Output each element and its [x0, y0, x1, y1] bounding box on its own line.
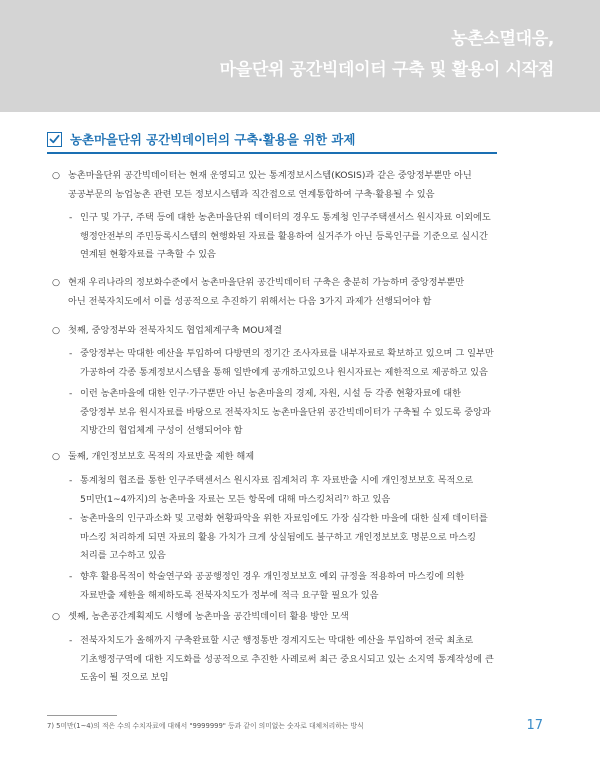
item-line: 향후 활용목적이 학술연구와 공공행정인 경우 개인정보보호 예외 규정을 적용하여 마스킹에 의한 [80, 571, 465, 582]
footnote: 7) 5미만(1~4)의 적은 수의 수치자료에 대해서 "9999999" 등과 같이 의미없는 숫자로 대체처리하는 방식 [47, 722, 364, 730]
list-item [69, 568, 500, 605]
item-line: 통계청의 협조를 통한 인구주택센서스 원시자료 집계처리 후 자료반출 시에 개인정보보호 목적으로 [80, 475, 474, 486]
dash-bullet-icon: - [69, 635, 73, 646]
list-item [52, 608, 500, 627]
list-item [69, 385, 500, 441]
item-line: 가공하여 각종 통계정보시스템을 통해 일반에게 공개하고있으나 원시자료는 제한적으로 제공하고 있음 [80, 366, 488, 378]
circle-bullet-icon: ○ [52, 611, 61, 622]
dash-bullet-icon: - [69, 388, 73, 399]
circle-bullet-icon: ○ [52, 451, 61, 462]
list-item [69, 472, 500, 509]
item-line: 기초행정구역에 대한 지도화를 성공적으로 추진한 사례로써 최근 중요시되고 있는 소지역 통계작성에 큰 [80, 653, 494, 665]
dash-bullet-icon: - [69, 513, 73, 524]
header-band [0, 0, 600, 112]
item-line: 연계된 현황자료를 구축할 수 있음 [80, 249, 216, 260]
item-line: 처리를 고수하고 있음 [80, 550, 166, 561]
list-item [52, 448, 500, 467]
item-line: 둘째, 개인정보보호 목적의 자료반출 제한 해제 [68, 451, 255, 462]
list-item [52, 322, 500, 341]
item-line: 중앙정부는 막대한 예산을 투입하여 다방면의 정기간 조사자료를 내부자료로 확보하고 있으며 그 일부만 [80, 348, 494, 359]
list-item [69, 209, 500, 265]
dash-bullet-icon: - [69, 571, 73, 582]
item-line: 지방간의 협업체계 구성이 선행되어야 함 [80, 425, 243, 436]
section-divider [47, 152, 497, 154]
item-line: 행정안전부의 주민등록시스템의 현행화된 자료를 활용하여 실거주가 아닌 등록인구를 기준으로 실시간 [80, 230, 488, 242]
section-title: 농촌마을단위 공간빅데이터의 구축·활용을 위한 과제 [70, 132, 356, 147]
item-line: 자료반출 제한을 해제하도록 전북자치도가 정부에 적극 요구할 필요가 있음 [80, 589, 379, 601]
item-line: 전북자치도가 올해까지 구축완료할 시군 행정통반 경계지도는 막대한 예산을 투입하여 전국 최초로 [80, 635, 474, 646]
item-line: 이런 농촌마을에 대한 인구·가구뿐만 아닌 농촌마을의 경제, 자원, 시설 등 각종 현황자료에 대한 [80, 388, 462, 399]
page-title-line1: 농촌소멸대응, [451, 29, 554, 49]
item-line: 첫째, 중앙정부와 전북자치도 협업체계구축 MOU체결 [68, 325, 282, 336]
list-item [52, 274, 500, 311]
circle-bullet-icon: ○ [52, 277, 61, 288]
item-line: 마스킹 처리하게 되면 자료의 활용 가치가 크게 상실됨에도 불구하고 개인정보보호 명분으로 마스킹 [80, 531, 477, 543]
item-line: 중앙정부 보유 원시자료를 바탕으로 전북자치도 농촌마을단위 공간빅데이터가 구축될 수 있도록 중앙과 [80, 406, 491, 418]
section-heading [47, 129, 355, 149]
footnote-divider [47, 715, 117, 716]
page-number: 17 [526, 718, 543, 733]
item-line: 아닌 전북자치도에서 이를 성공적으로 추진하기 위해서는 다음 3가지 과제가 선행되어야 함 [68, 295, 432, 307]
item-line: 농촌마을의 인구과소화 및 고령화 현황파악을 위한 자료임에도 가장 심각한 마을에 대한 실제 데이터를 [80, 513, 488, 524]
checkbox-icon [47, 132, 62, 147]
circle-bullet-icon: ○ [52, 325, 61, 336]
dash-bullet-icon: - [69, 348, 73, 359]
item-line: 인구 및 가구, 주택 등에 대한 농촌마을단위 데이터의 경우도 통계청 인구주택센서스 원시자료 이외에도 [80, 212, 491, 223]
dash-bullet-icon: - [69, 212, 73, 223]
item-line: 농촌마을단위 공간빅데이터는 현재 운영되고 있는 통계정보시스템(KOSIS)과 같은 중앙정부뿐만 아닌 [68, 170, 472, 181]
dash-bullet-icon: - [69, 475, 73, 486]
list-item [69, 632, 500, 688]
item-line: 공공부문의 농업농촌 관련 모든 정보시스템과 직간접으로 연계통합하여 구축·활용될 수 있음 [68, 188, 435, 200]
item-line: 5미만(1~4까지)의 농촌마을 자료는 모든 항목에 대해 마스킹처리⁷⁾ 하고 있음 [80, 493, 391, 505]
item-line: 도움이 될 것으로 보임 [80, 672, 169, 683]
page-title-line2: 마을단위 공간빅데이터 구축 및 활용이 시작점 [219, 60, 554, 80]
circle-bullet-icon: ○ [52, 170, 61, 181]
page-title [220, 24, 554, 86]
list-item [52, 167, 500, 204]
list-item [69, 345, 500, 382]
item-line: 셋째, 농촌공간계획제도 시행에 농촌마을 공간빅데이터 활용 방안 모색 [68, 611, 349, 622]
item-line: 현재 우리나라의 정보화수준에서 농촌마을단위 공간빅데이터 구축은 충분히 가능하며 중앙정부뿐만 [68, 277, 465, 288]
list-item [69, 510, 500, 566]
